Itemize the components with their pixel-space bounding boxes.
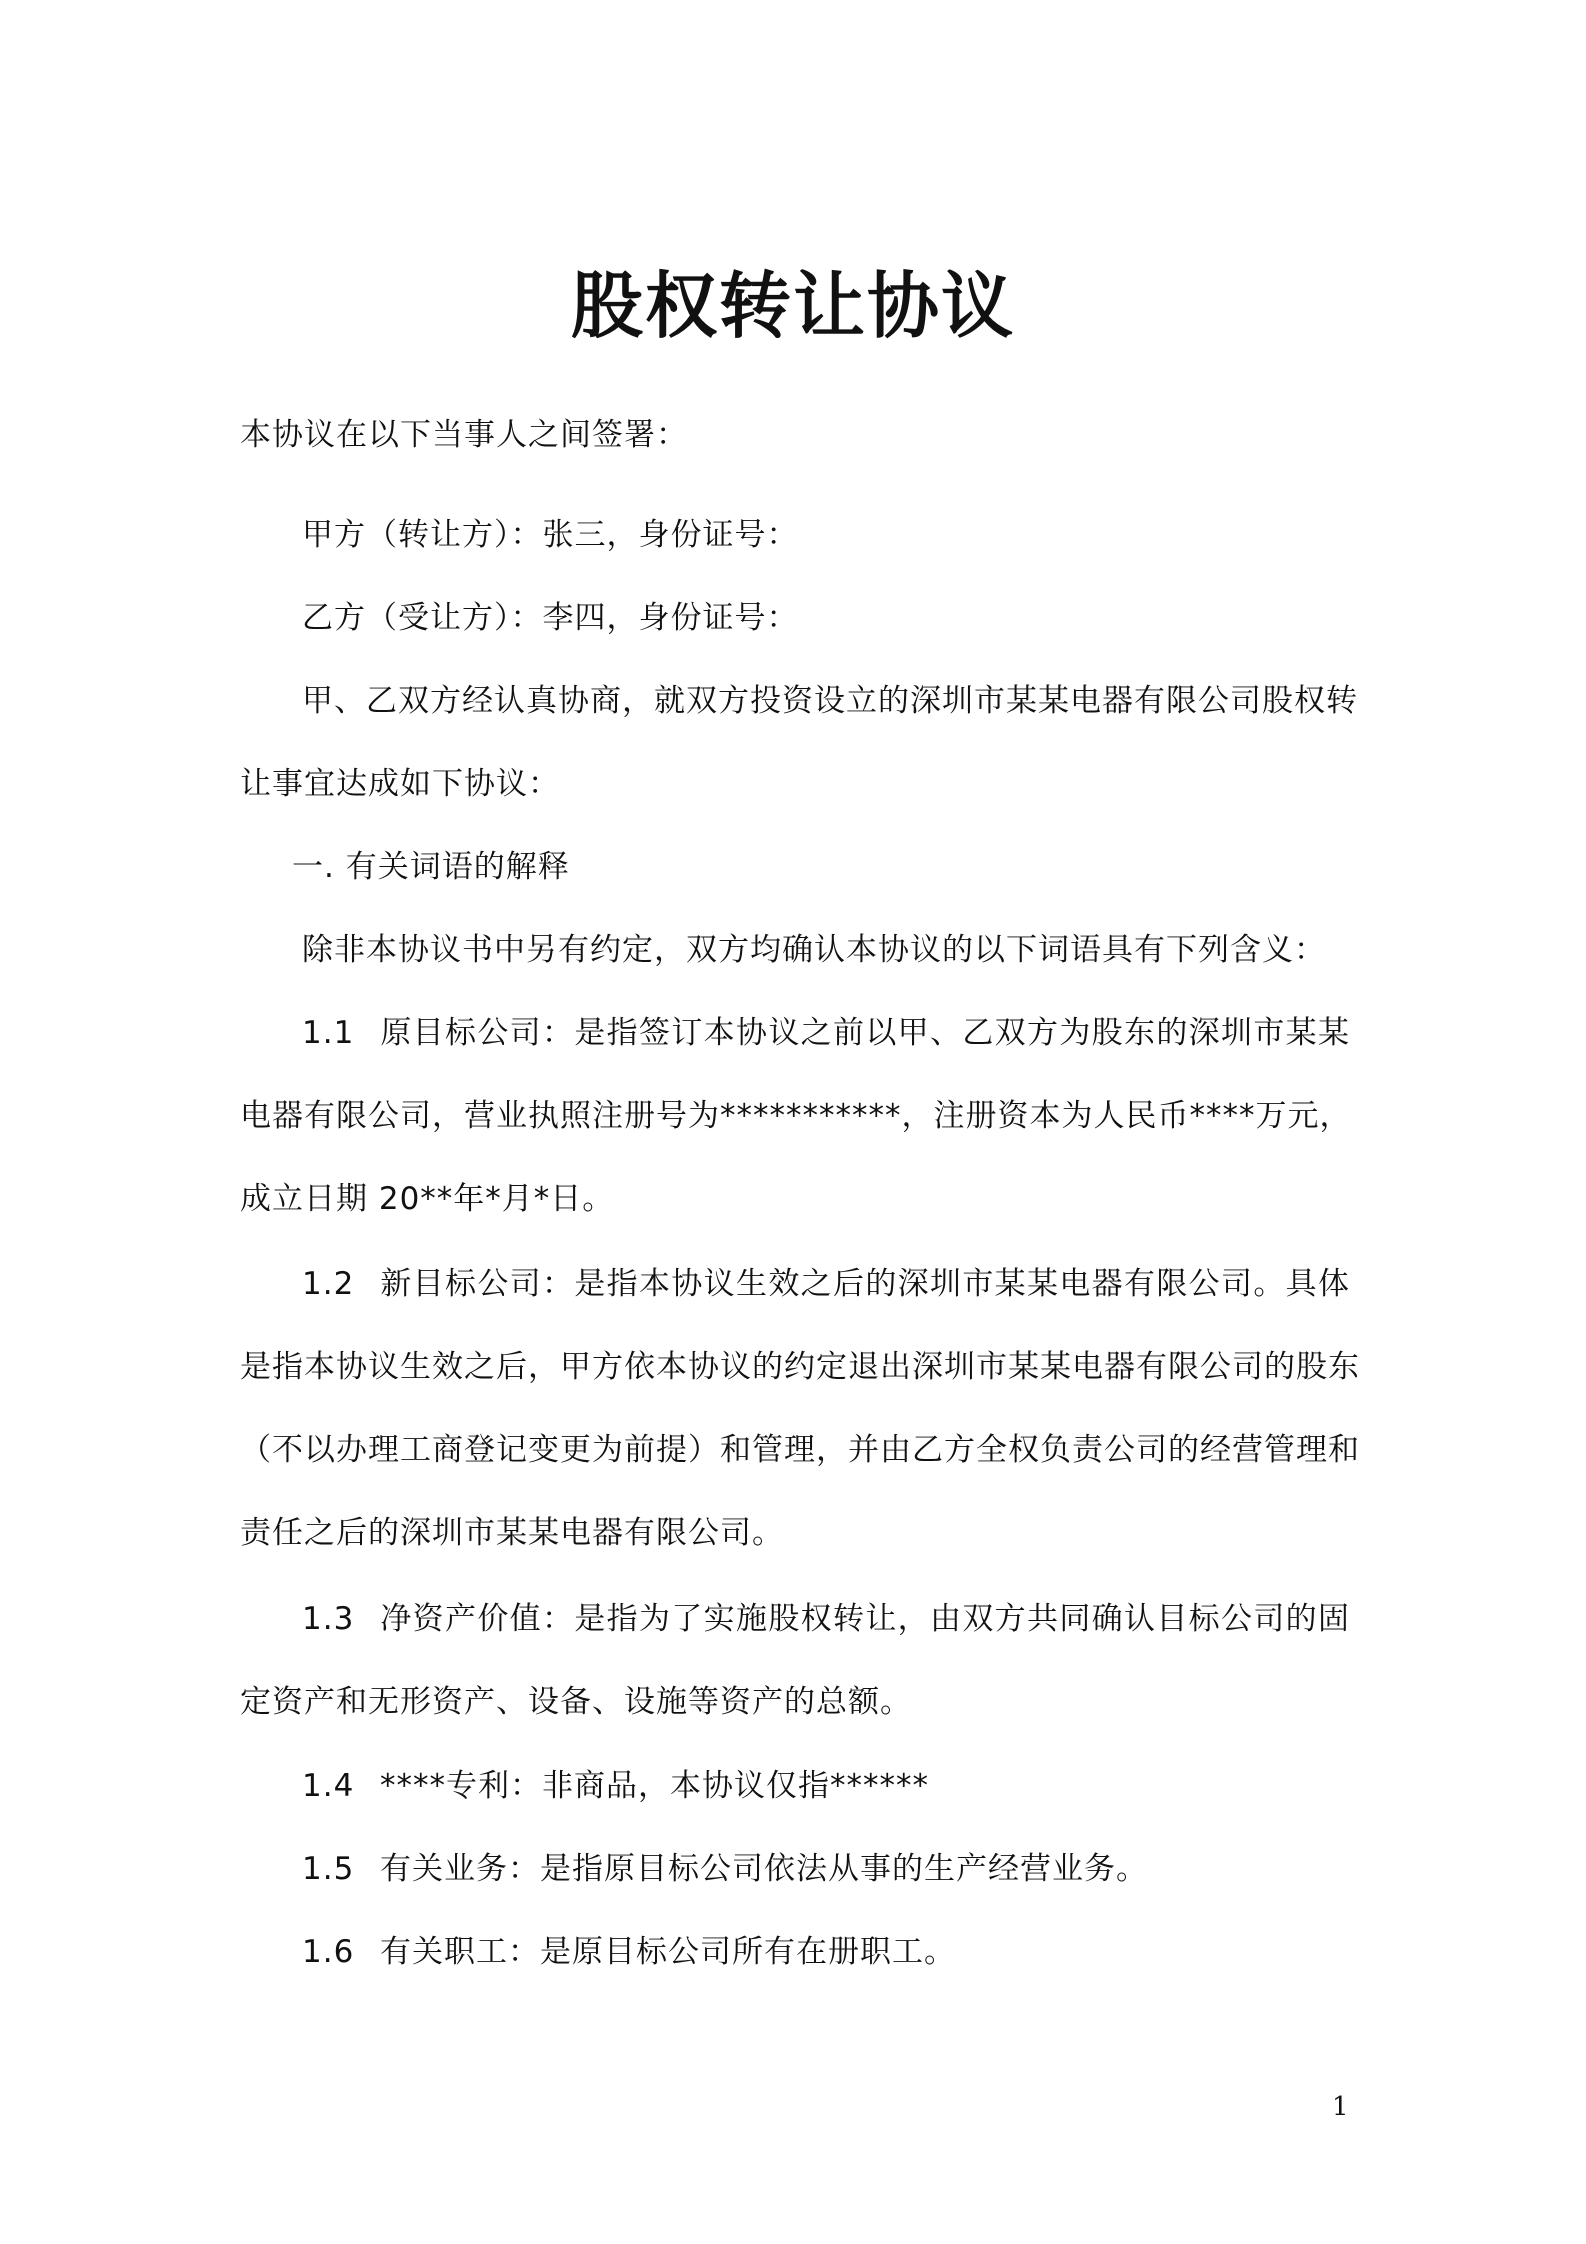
clause-1-2-line-3: （不以办理工商登记变更为前提）和管理，并由乙方全权负责公司的经营管理和: [240, 1432, 1360, 1468]
section-1-heading: 一. 有关词语的解释: [292, 849, 570, 885]
clause-1-4-line-1: [302, 1764, 1412, 1808]
clause-text: ****专利：非商品，本协议仅指******: [380, 1768, 929, 1804]
clause-number: 1.4: [302, 1768, 355, 1804]
clause-1-6-line-1: [302, 1930, 1412, 1974]
preamble-line-2: 让事宜达成如下协议：: [240, 766, 560, 802]
section-1-intro: 除非本协议书中另有约定，双方均确认本协议的以下词语具有下列含义：: [302, 932, 1326, 968]
party-a-line: 甲方（转让方）：张三，身份证号：: [302, 517, 799, 553]
document-title: 股权转让协议: [570, 264, 1015, 348]
clause-number: 1.3: [302, 1601, 355, 1637]
clause-text: 有关业务：是指原目标公司依法从事的生产经营业务。: [380, 1851, 1148, 1887]
clause-number: 1.1: [302, 1015, 355, 1051]
clause-text: 原目标公司：是指签订本协议之前以甲、乙双方为股东的深圳市某某: [380, 1015, 1350, 1051]
page-number: 1: [1332, 2092, 1349, 2122]
party-b-line: 乙方（受让方）：李四，身份证号：: [302, 600, 799, 636]
clause-1-2-line-4: 责任之后的深圳市某某电器有限公司。: [240, 1515, 784, 1551]
clause-text: 新目标公司：是指本协议生效之后的深圳市某某电器有限公司。具体: [380, 1266, 1350, 1302]
clause-1-3-line-1: [302, 1597, 1350, 1641]
clause-1-2-line-2: 是指本协议生效之后，甲方依本协议的约定退出深圳市某某电器有限公司的股东: [240, 1349, 1360, 1385]
clause-1-3-line-2: 定资产和无形资产、设备、设施等资产的总额。: [240, 1684, 912, 1720]
clause-number: 1.6: [302, 1934, 355, 1970]
clause-1-1-line-1: [302, 1011, 1350, 1055]
clause-number: 1.5: [302, 1851, 355, 1887]
clause-text: 净资产价值：是指为了实施股权转让，由双方共同确认目标公司的固: [380, 1601, 1350, 1637]
preamble-line-1: 甲、乙双方经认真协商，就双方投资设立的深圳市某某电器有限公司股权转: [302, 683, 1358, 719]
clause-1-1-line-2: 电器有限公司，营业执照注册号为***********，注册资本为人民币****万元，: [240, 1098, 1352, 1134]
clause-1-1-line-3: 成立日期 20**年*月*日。: [240, 1181, 615, 1217]
intro-line: 本协议在以下当事人之间签署：: [240, 417, 688, 453]
clause-1-2-line-1: [302, 1262, 1350, 1306]
clause-text: 有关职工：是原目标公司所有在册职工。: [380, 1934, 956, 1970]
clause-number: 1.2: [302, 1266, 355, 1302]
clause-1-5-line-1: [302, 1847, 1412, 1891]
